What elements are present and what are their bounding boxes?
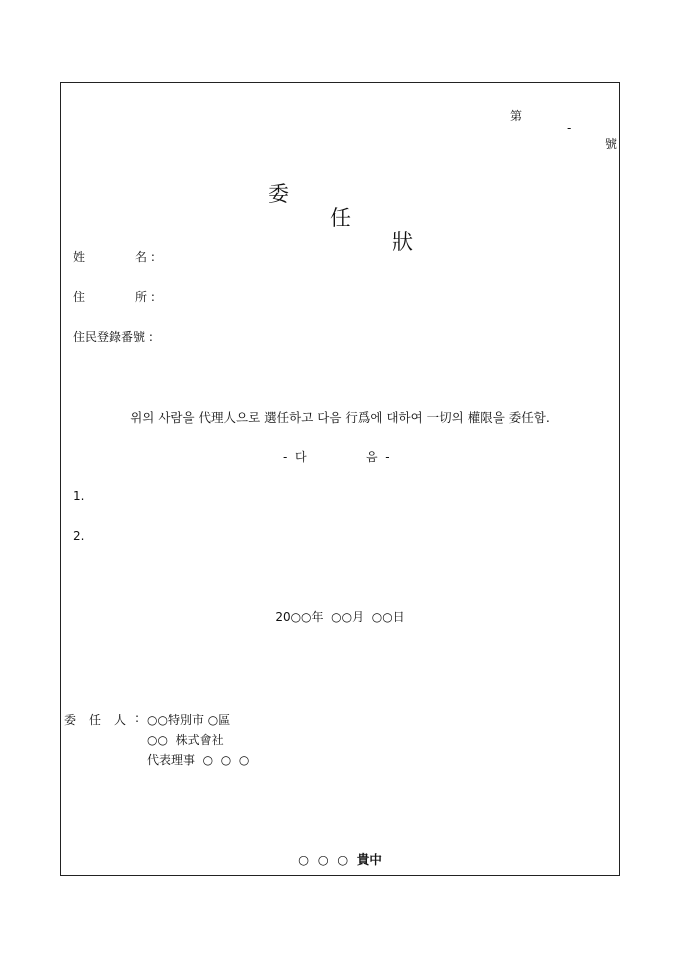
delegator-label-char-3: 人: [114, 713, 127, 727]
items-heading-left: - 다: [283, 450, 307, 464]
title-char-1: 委: [268, 182, 289, 206]
document-title: [0, 154, 413, 254]
name-label-char-2: 名 :: [135, 250, 155, 264]
recipient: ○ ○ ○ 貴中: [298, 852, 382, 867]
document-date: 20○○年 ○○月 ○○日: [275, 610, 405, 624]
address-label-char-1: 住: [73, 290, 86, 304]
delegator-label-char-1: 委: [64, 713, 77, 727]
title-char-3: 狀: [392, 230, 413, 254]
delegator-representative: 代表理事 ○ ○ ○: [147, 753, 250, 767]
doc-number-prefix: 第: [510, 109, 523, 123]
items-heading-right: 음 -: [366, 450, 390, 464]
delegator-label-char-2: 任: [89, 713, 102, 727]
name-label-char-1: 姓: [73, 250, 86, 264]
doc-number-dash: -: [567, 121, 572, 135]
list-item-1: 1.: [73, 489, 85, 503]
delegator-colon: :: [135, 711, 140, 725]
delegation-statement: 위의 사람을 代理人으로 選任하고 다음 行爲에 대하여 一切의 權限을 委任함.: [130, 410, 550, 425]
doc-number-suffix: 號: [605, 137, 618, 151]
delegator-address: ○○特別市 ○區: [147, 713, 231, 727]
delegator-company: ○○ 株式會社: [147, 733, 224, 747]
address-label-char-2: 所 :: [135, 290, 155, 304]
document-number: [0, 93, 618, 151]
list-item-2: 2.: [73, 529, 85, 543]
resident-number-label: 住民登錄番號 :: [73, 330, 153, 344]
title-char-2: 任: [330, 206, 351, 230]
